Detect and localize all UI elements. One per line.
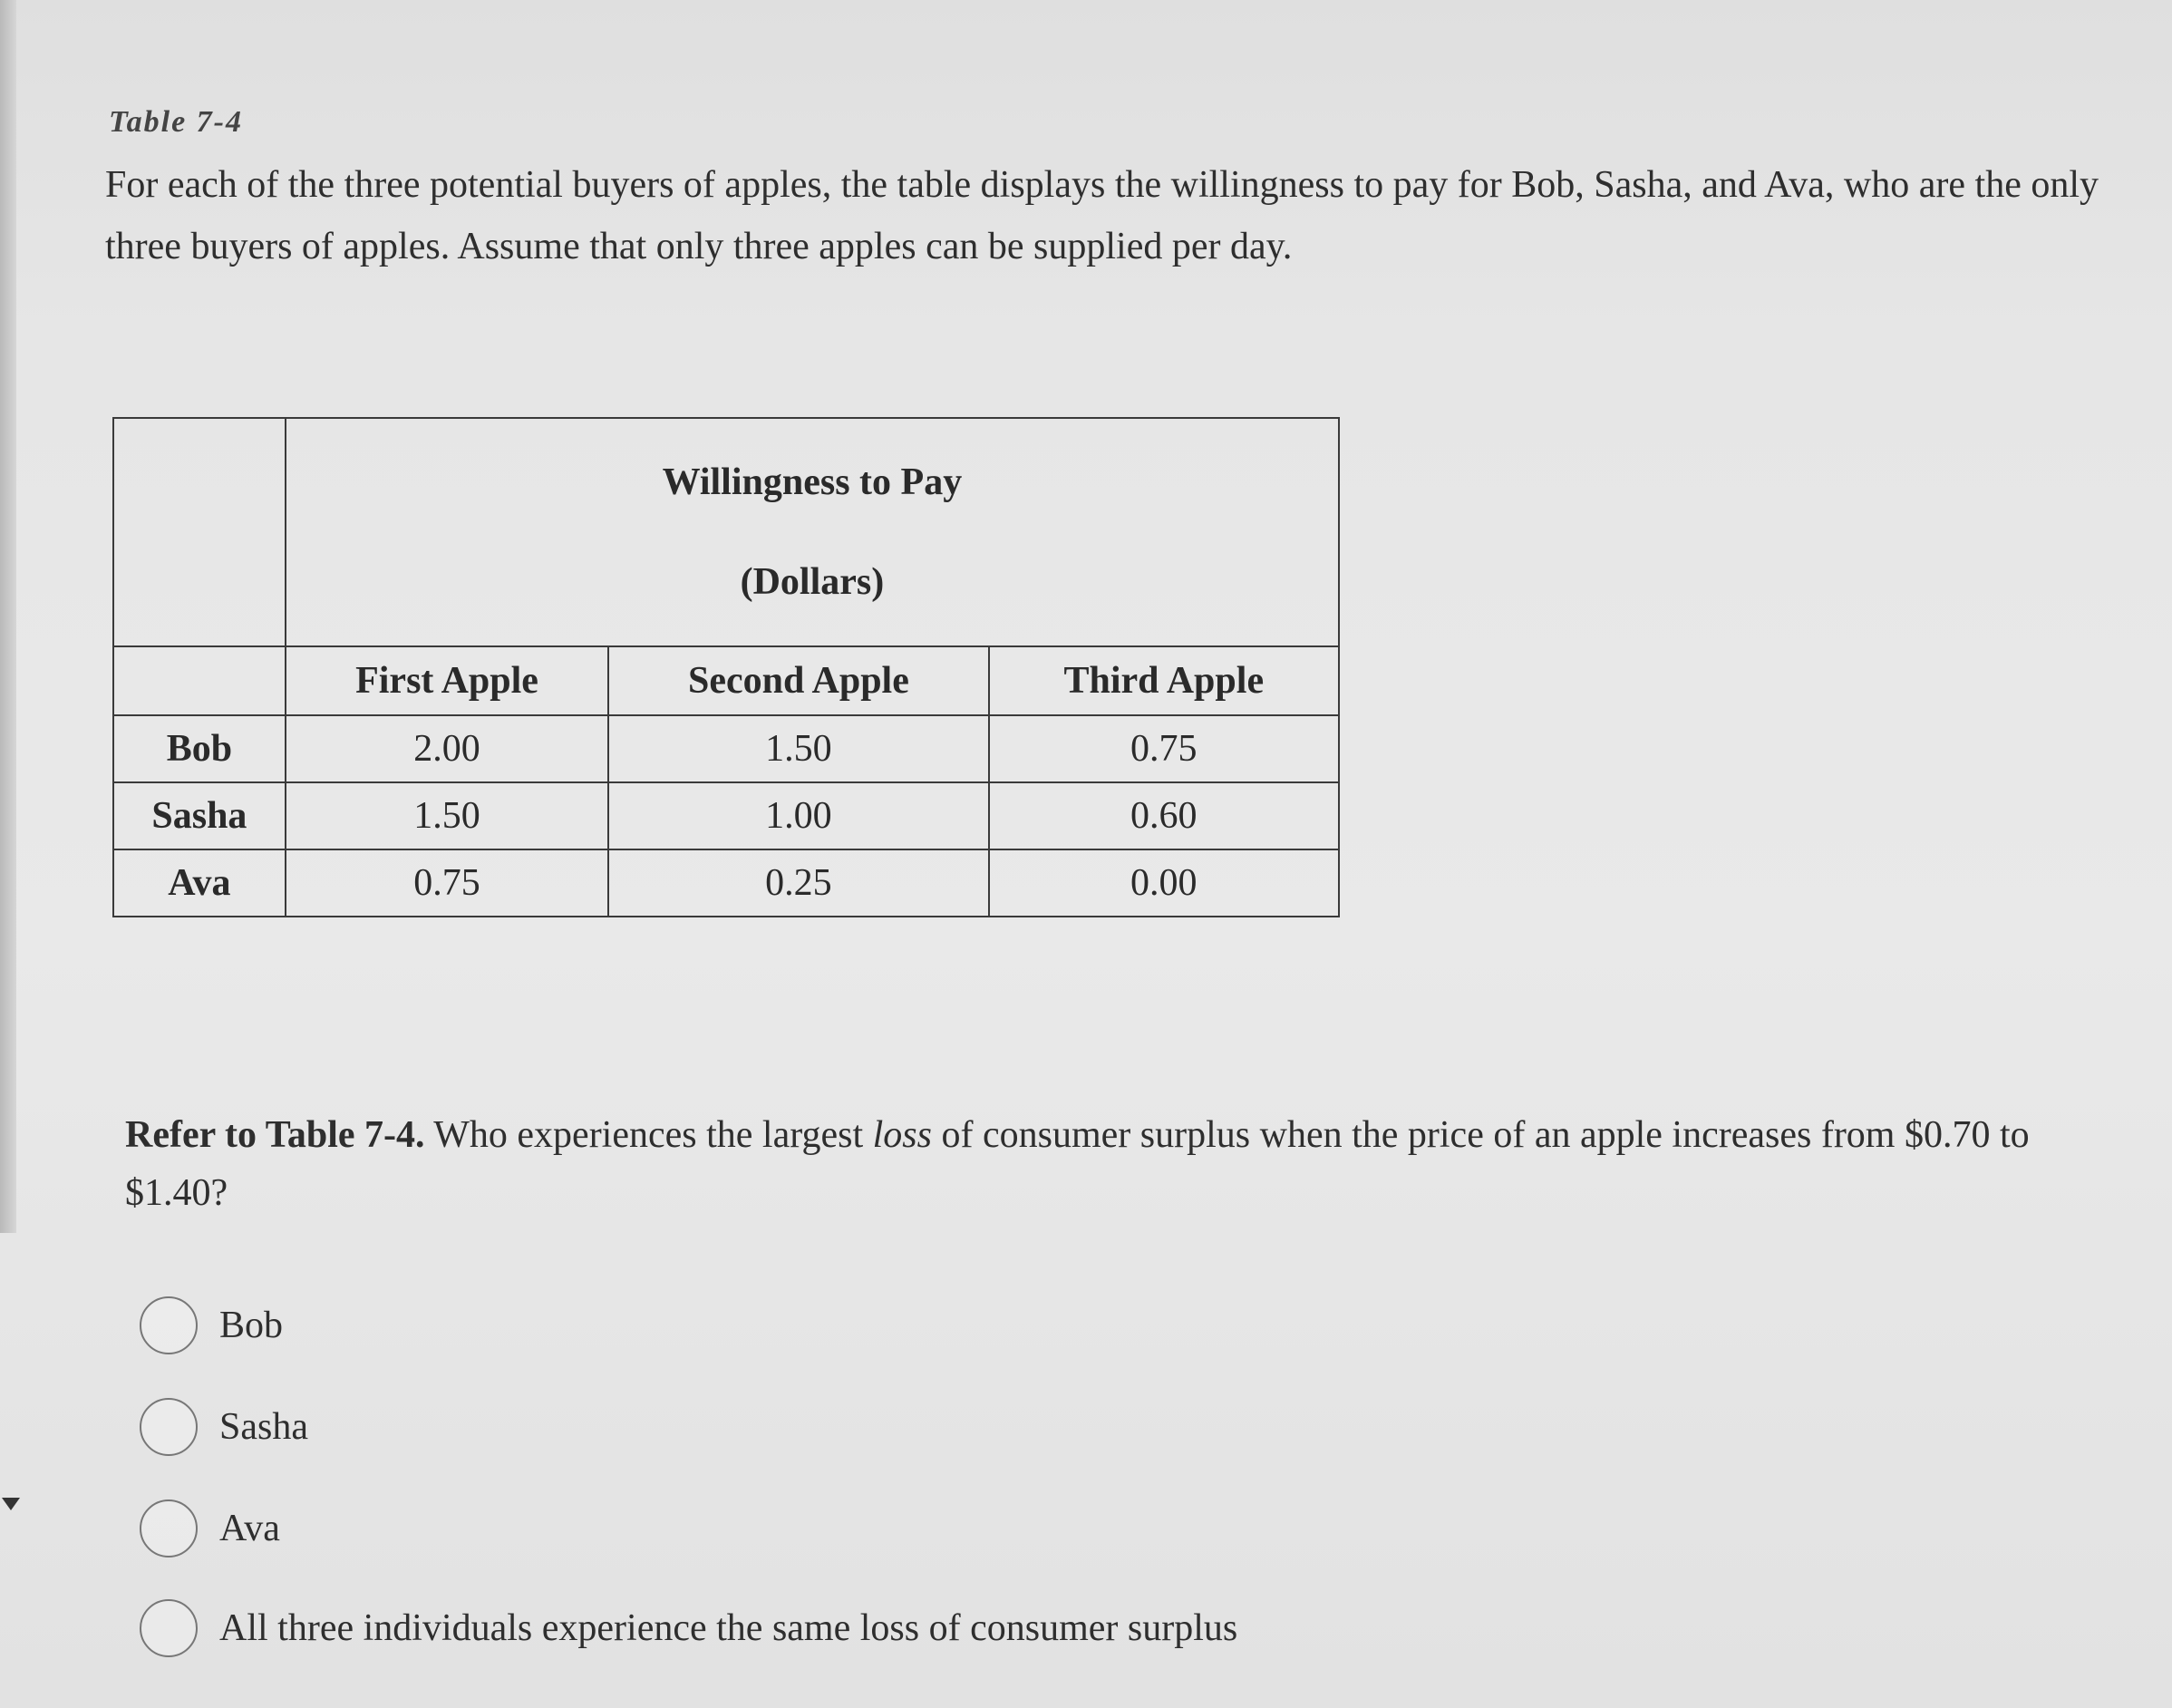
option-label[interactable]: Bob xyxy=(219,1305,284,1346)
row-name-bob: Bob xyxy=(113,715,286,782)
question-text xyxy=(125,1106,2101,1222)
option-ava[interactable] xyxy=(140,1499,280,1558)
radio-button[interactable] xyxy=(140,1296,198,1354)
option-label[interactable]: Ava xyxy=(219,1508,280,1549)
table-cell: 0.75 xyxy=(286,849,608,917)
table-cell: 1.50 xyxy=(286,782,608,849)
table-title: Willingness to Pay xyxy=(662,461,963,503)
column-header-row xyxy=(113,646,1339,715)
left-edge-shadow xyxy=(0,0,16,1233)
table-corner-cell xyxy=(113,418,286,646)
option-bob[interactable] xyxy=(140,1296,283,1354)
option-all-three[interactable] xyxy=(140,1599,1237,1657)
row-name-ava: Ava xyxy=(113,849,286,917)
question-prefix: Refer to Table 7-4. xyxy=(125,1114,425,1156)
table-title-units: (Dollars) xyxy=(740,561,885,603)
table-cell: 0.60 xyxy=(989,782,1339,849)
table-cell: 0.00 xyxy=(989,849,1339,917)
table-row xyxy=(113,849,1339,917)
table-cell: 1.00 xyxy=(608,782,988,849)
table-label: Table 7-4 xyxy=(109,105,244,139)
column-header-blank xyxy=(113,646,286,715)
row-name-sasha: Sasha xyxy=(113,782,286,849)
table-cell: 0.25 xyxy=(608,849,988,917)
table-row xyxy=(113,715,1339,782)
table-cell: 2.00 xyxy=(286,715,608,782)
column-header-second-apple: Second Apple xyxy=(608,646,988,715)
table-row xyxy=(113,782,1339,849)
question-body-start: Who experiences the largest xyxy=(424,1114,873,1156)
willingness-to-pay-table xyxy=(112,417,1340,917)
table-title-cell xyxy=(286,418,1339,646)
radio-button[interactable] xyxy=(140,1599,198,1657)
question-body-end: of consumer surplus when the price of an apple increases from $0.70 to $1.40? xyxy=(125,1114,2030,1214)
column-header-first-apple: First Apple xyxy=(286,646,608,715)
option-label[interactable]: All three individuals experience the same loss of consumer surplus xyxy=(219,1607,1238,1649)
option-sasha[interactable] xyxy=(140,1398,308,1456)
column-header-third-apple: Third Apple xyxy=(989,646,1339,715)
option-label[interactable]: Sasha xyxy=(219,1406,308,1448)
table-header-row xyxy=(113,418,1339,646)
radio-button[interactable] xyxy=(140,1398,198,1456)
scroll-arrow-icon[interactable] xyxy=(2,1498,20,1510)
question-emphasis: loss xyxy=(872,1114,932,1156)
table-cell: 0.75 xyxy=(989,715,1339,782)
intro-text: For each of the three potential buyers of apples, the table displays the willingness to pay for Bob, Sasha, and Ava, who are the only three buyers of apples. Assume that only three apples can be supplied per day. xyxy=(105,164,2099,267)
radio-button[interactable] xyxy=(140,1499,198,1558)
table-cell: 1.50 xyxy=(608,715,988,782)
